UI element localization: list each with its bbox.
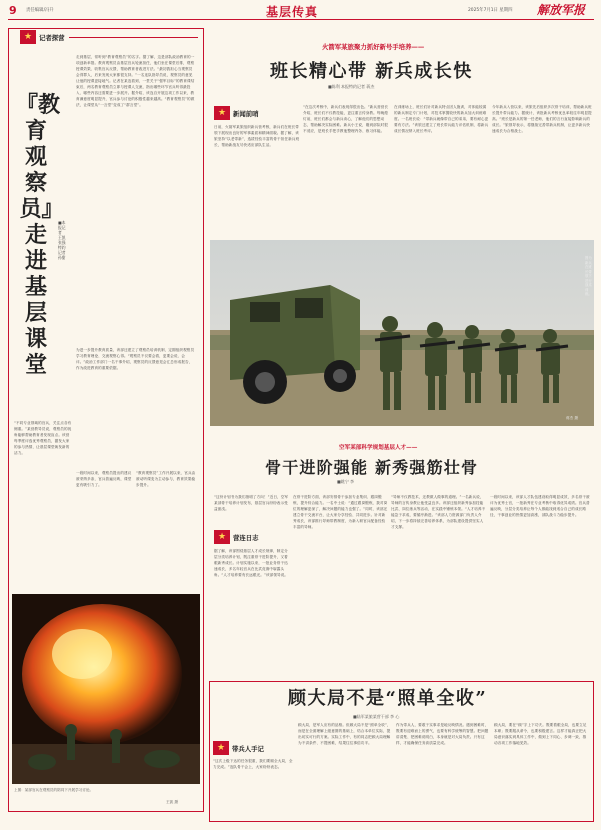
- header-rule: [8, 19, 594, 20]
- mid-article-headline: 骨干进阶强能 新秀强筋壮骨: [265, 458, 479, 477]
- star-icon: ★: [214, 530, 230, 544]
- page-header: [0, 0, 601, 22]
- left-article-body-e: “不同专业领域的官兵，关注点各有侧重。”某营教导员说，观察员的视角能够帮助教育者发现盲点。该营每季度评选优秀观察员，激发大家的参与热情，让基层课堂焕发新的活力。: [14, 421, 72, 455]
- top-photo-credit: 蒋杰 摄: [566, 416, 578, 420]
- column-tag-reporter-visit: [20, 30, 202, 44]
- mid-article-kicker: 空军某部科学规划基层人才——: [339, 445, 418, 451]
- mid-article-byline: ■姚宁 李: [337, 479, 355, 484]
- bottom-article-col-3: 作为带兵人，要敢于实事求是地反映情况。遇到困难时，既要有迎难而上的勇气，也要有科学统筹的智慧。把问题讲清楚、把困难说明白，本身就是对大局负责。只有这样，才能确保任务高质量完成。: [396, 723, 489, 745]
- column-tag-company-diary: [214, 530, 290, 544]
- bottom-article-col-4: 顾大局，要在“顾”字上下功夫。既要着眼全局，也要立足本职；既要服从命令，也要积极建言。这样才能真正把大局意识落实到具体工作中，做到上下同心、步调一致，推动各项工作落地见效。: [494, 723, 587, 745]
- left-article-body-d: “教育观察员”工作开展以来，官兵由被动听课变为主动参与，教育效果稳步提升。: [136, 471, 196, 487]
- column-tag-news-frontline: [214, 106, 300, 120]
- star-icon: ★: [213, 741, 229, 755]
- column-tag-label: 新闻前哨: [233, 109, 259, 118]
- left-photo-credit: 王凯 摄: [166, 800, 178, 804]
- section-title: 基层传真: [266, 5, 319, 19]
- top-article-col-4: 今年新兵入营以来，该旅先后组织多次骨干培训，帮助新兵班长提升带兵能力。据统计，该批新兵考核优良率较往年明显提高。“班长是新兵的第一任老师，他们的言行直接影响新兵的成长。”旅领导表示，将继续完善带新兵机制，让更多新兵快速成长为合格战士。: [492, 105, 592, 133]
- top-article-byline: ■陈利 本报特约记者 蒋杰: [328, 84, 375, 89]
- column-tag-label: 记者探营: [39, 33, 65, 42]
- column-tag-label: 营连日志: [233, 533, 259, 542]
- column-tag-commander-notes: [213, 741, 293, 755]
- top-article-kicker: 火箭军某旅聚力抓好新号手培养——: [322, 43, 425, 51]
- left-article-body-a: 走到基层，常听到“教育观察员”的名字。据了解，这是部队政治教育的一项创新举措。教育观察员由基层官兵轮流担任，他们坐在课堂后排，观察授课效果、收集官兵反馈，帮助教育者改进方法。“最初我担心当观察员会得罪人，后来发现大家都很支持。”一名连队指导员说，观察员的意见让他的授课更接地气。记者在某连看到，一堂关于“强军目标”的教育课结束后，两名教育观察员立即与授课人交流，指出哪些环节官兵听得最投入、哪些内容还需要进一步展开。据介绍，该连自开展这项工作以来，教育满意度明显提升，官兵参与讨论的积极性越来越高。“教育观察员”的做法，让课堂从“一言堂”变成了“群言堂”。: [76, 55, 195, 107]
- mid-article-col-1b: 据了解，该部围绕基层人才成长规律，制定分层分类培养计划，既注重骨干进阶提升，又着眼新秀成长。计划实施以来，一批业务骨干迅速成长，多名年轻官兵在比武竞赛中崭露头角。“人才培养要有长远眼光。”该部领导说。: [214, 549, 289, 577]
- bottom-article-byline: ■陆军某旅某营干部 李 心: [353, 714, 400, 719]
- tag-rule: [69, 37, 198, 38]
- newspaper-logo: 解放军报: [537, 3, 586, 17]
- top-article-col-1: 日前，火箭军某旅组织新兵营考核，新兵们在班长带领下展现出良好的军事素质和精神面貌。据了解，该旅坚持“以老带新”，选拔经验丰富的骨干担任新兵班长，帮助新战友尽快适应部队生活。: [214, 125, 300, 147]
- mid-article-col-3: “导师不仅教技术，还教做人做事的道理。”一名新兵说，导师的言传身教让他受益良多。该部还组织新秀参加技能比武、岗位练兵等活动，在实践中锤炼本领。“人才培养不能急于求成，要循序渐进。”该部人力资源部门负责人介绍，下一步将持续完善培养体系，为部队建设提供坚实人才支撑。: [391, 495, 486, 529]
- column-tag-label: 带兵人手记: [232, 744, 264, 753]
- left-photo-caption: 上图：某部官兵在观察员的陪同下开展学习讨论。: [14, 788, 94, 792]
- bottom-article-col-2: 顾大局，是军人应有的品格。但顾大局不是“照单全收”，而是在全面理解上级意图的基础上，结合本单位实际，提出切实可行的方案。实际工作中，有的同志把顾大局理解为不讲条件、不提困难，结果往往事倍功半。: [298, 723, 391, 745]
- top-photo-caption: 图为新兵在班长带领下进行战术训练。: [585, 256, 592, 296]
- left-article-photo: [12, 594, 200, 784]
- bottom-article-col-1: “这次上级下达的任务很重，我们要顾全大局，全力完成。”连队骨干会上，大家纷纷表态。: [213, 759, 293, 769]
- mid-article-col-4: 一段时间以来，该部人才队伍建设取得明显成效，多名骨干被评为优秀士官，一批新秀在专业考核中取得优异成绩。官兵普遍反映，分层分类培养让每个人都能找到适合自己的成长路径，干事创业的热情更加高涨，部队战斗力稳步提升。: [490, 495, 590, 517]
- issue-date: 2025年7月1日 星期四: [468, 8, 513, 13]
- top-article-col-2: “在这次考核中，新兵们表现得很出色。”新兵营营长介绍，班长们不仅教技能，更注重言传身教。每晚熄灯前，班长们都会与新兵谈心，了解他们的思想动态，帮助解决实际困难。新兵小王说，刚到部队时很不适应，是班长手把手教他整理内务、练习体能。: [303, 105, 389, 133]
- page-number: 9: [9, 4, 17, 17]
- top-article-photo: [210, 240, 594, 426]
- mid-article-col-1: “这份计划书为我们指明了方向！”近日，空军某部骨干培养计划发布，基层官兵纷纷表示受益匪浅。: [214, 495, 289, 511]
- top-article-col-3: 在训练场上，班长们针对新兵特点因人施训，对体能较弱的新兵制定专门计划，对技术掌握较快的新兵加大训练难度。一名班长说：“带新兵就像带自己的弟弟，要有耐心更要有方法。”该旅还建立了班长带兵能力评估机制，将新兵成长情况纳入班长考评。: [394, 105, 489, 133]
- top-article-headline: 班长精心带 新兵成长快: [270, 61, 473, 82]
- star-icon: ★: [20, 30, 36, 44]
- left-article-body-c: 一段时间以来，观察员提出的建议被采纳多条，官兵普遍反映，课堂更有吸引力了。: [76, 471, 132, 487]
- editor-credit: 责任编辑/冯升: [26, 8, 54, 13]
- left-article-headline: 『教育观察员』走进基层课堂: [16, 92, 61, 378]
- bottom-article-headline: 顾大局不是“照单全收”: [288, 688, 488, 709]
- mid-article-col-2: 在骨干进阶方面，该部安排骨干参加专业集训、跟岗锻炼，提升综合能力。一名中士说：“通过跟岗锻炼，我对岗位的理解更深了，解决问题的能力也强了。”同时，该部还建立骨干交流平台，让大家分享经验、共同进步。针对新秀成长，该部推行导师带教制度，为新入职官兵配备经验丰富的导师。: [293, 495, 388, 529]
- star-icon: ★: [214, 106, 230, 120]
- left-article-byline: ■本报记者 王凯 张强 特约记者 孙甜: [58, 220, 66, 260]
- left-article-body-b: 为进一步提升教育质量，该部还建立了观察员培训机制，定期组织观察员学习教育理论、交流观察心得。“观察员不仅要会看，更要会说、会评。”政治工作部门一名干事介绍，观察员的反馈意见会汇总形成报告，作为改进教育的重要依据。: [76, 348, 195, 370]
